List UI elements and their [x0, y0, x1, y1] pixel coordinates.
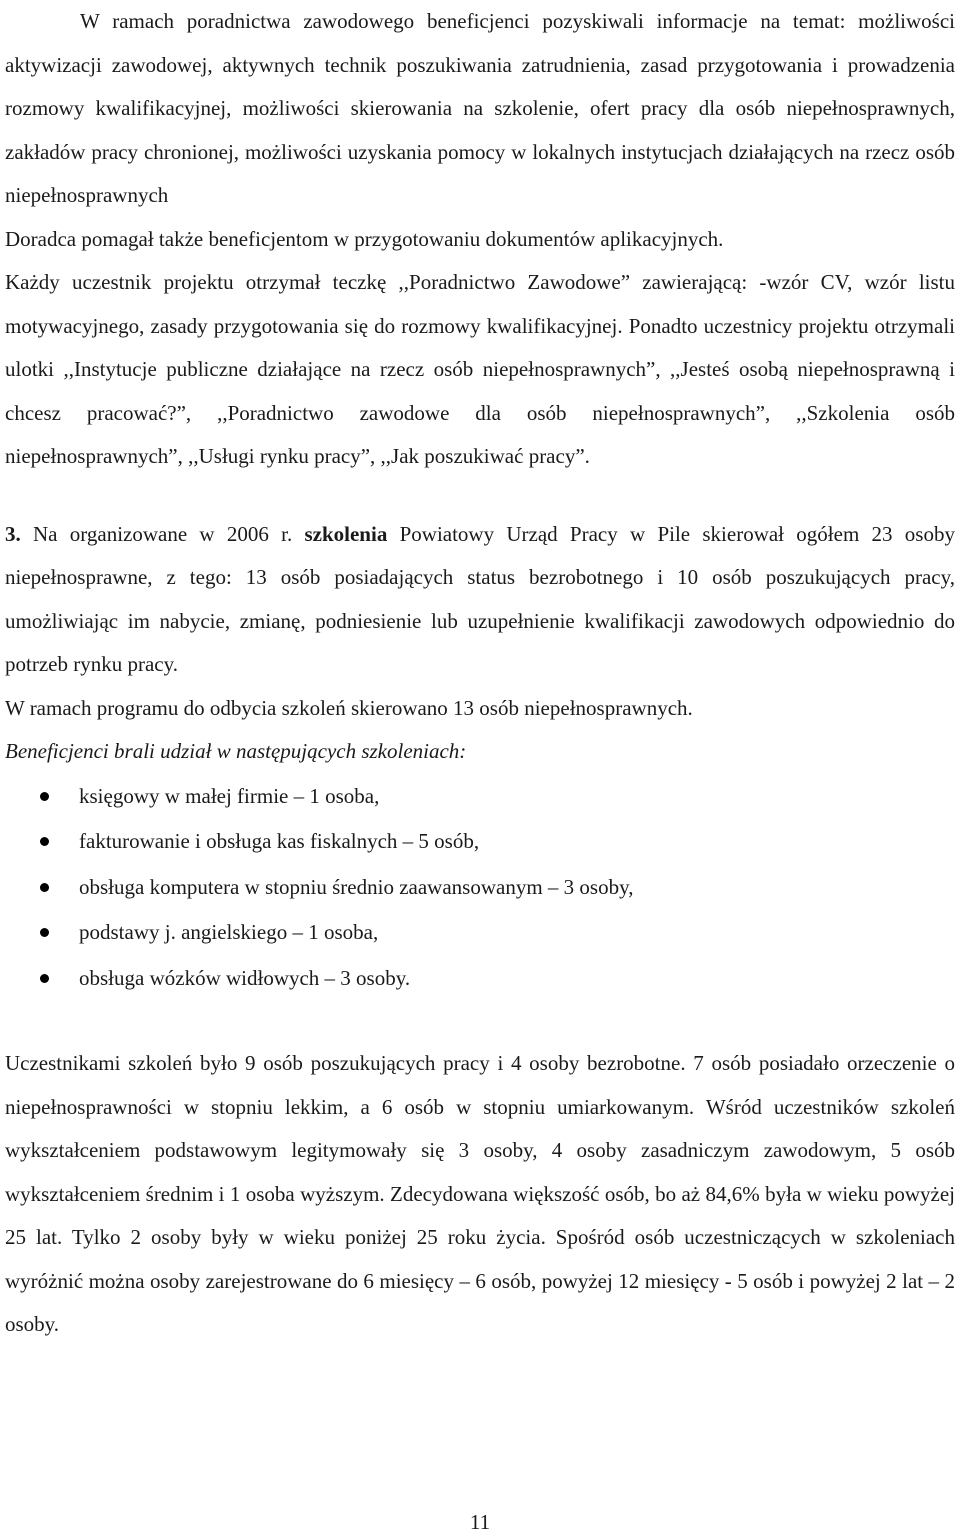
advisor-help-paragraph: Doradca pomagał także beneficjentom w przygotowaniu dokumentów aplikacyjnych.: [5, 226, 724, 251]
trainings-list: [5, 774, 955, 1002]
list-item-text: obsługa komputera w stopniu średnio zaawansowanym – 3 osoby,: [79, 874, 634, 899]
list-item-text: obsługa wózków widłowych – 3 osoby.: [79, 965, 411, 990]
document-page: [5, 0, 955, 1347]
list-item-text: podstawy j. angielskiego – 1 osoba,: [79, 920, 379, 944]
section-number: 3.: [5, 521, 21, 546]
section-lead: Na organizowane w 2006 r.: [20, 521, 305, 546]
summary-paragraph: Uczestnikami szkoleń było 9 osób poszukujących pracy i 4 osoby bezrobotne. 7 osób posiadało orzeczenie o niepełnosprawności w stopniu lekkim, a 6 osób w stopniu umiarkowanym. Wśród uczestników szkoleń wykształceniem podstawowym legitymowały się 3 osoby, 4 osoby zasadniczym zawodowym, 5 osób wykształceniem średnim i 1 osoba wyższym. Zdecydowana większość osób, bo aż 84,6% była w wieku powyżej 25 lat. Tylko 2 osoby były w wieku poniżej 25 roku życia. Spośród osób uczestniczących w szkoleniach wyróżnić można osoby zarejestrowane do 6 miesięcy – 6 osób, powyżej 12 miesięcy - 5 osób i powyżej 2 lat – 2 osoby.: [5, 1051, 955, 1336]
program-paragraph: W ramach programu do odbycia szkoleń skierowano 13 osób niepełnosprawnych.: [5, 695, 693, 720]
page-number: 11: [469, 1510, 491, 1534]
bullet-icon: [40, 792, 49, 801]
list-item: [5, 910, 955, 956]
list-item-text: księgowy w małej firmie – 1 osoba,: [79, 783, 380, 808]
section-keyword: szkolenia: [304, 521, 388, 546]
advisory-paragraph: W ramach poradnictwa zawodowego beneficjenci pozyskiwali informacje na temat: możliwości aktywizacji zawodowej, aktywnych technik poszukiwania zatrudnienia, zasad przygotowania i prowadzenia rozmowy kwalifikacyjnej, możliwości skierowania na szkolenie, ofert pracy dla osób niepełnosprawnych, zakładów pracy chronionej, możliwości uzyskania pomocy w lokalnych instytucjach działających na rzecz osób niepełnosprawnych: [5, 9, 955, 207]
bullet-icon: [40, 883, 49, 892]
folder-paragraph: Każdy uczestnik projektu otrzymał teczkę ,,Poradnictwo Zawodowe” zawierającą: -wzór CV, wzór listu motywacyjnego, zasady przygotowania się do rozmowy kwalifikacyjnej. Ponadto uczestnicy projektu otrzymali ulotki ,,Instytucje publiczne działające na rzecz osób niepełnosprawnych”, ,,Jesteś osobą niepełnosprawną i chcesz pracować?”, ,,Poradnictwo zawodowe dla osób niepełnosprawnych”, ,,Szkolenia osób niepełnosprawnych”, ,,Usługi rynku pracy”, ,,Jak poszukiwać pracy”.: [5, 270, 955, 468]
list-item: [5, 774, 955, 820]
spacer: [5, 1001, 955, 1042]
bullet-icon: [40, 928, 49, 937]
bullet-icon: [40, 837, 49, 846]
section-rest: Powiatowy Urząd Pracy w Pile skierował ogółem 23 osoby niepełnosprawne, z tego: 13 osób posiadających status bezrobotnego i 10 osób poszukujących pracy, umożliwiając im nabycie, zmianę, podniesienie lub uzupełnienie kwalifikacji zawodowych odpowiednio do potrzeb rynku pracy.: [5, 521, 955, 676]
bullet-icon: [40, 974, 49, 983]
trainings-heading: Beneficjenci brali udział w następujących szkoleniach:: [5, 739, 467, 763]
list-item: [5, 865, 955, 911]
list-item: [5, 819, 955, 865]
list-item: [5, 956, 955, 1002]
section-3-paragraph: [5, 513, 955, 687]
list-item-text: fakturowanie i obsługa kas fiskalnych – 5 osób,: [79, 829, 480, 853]
